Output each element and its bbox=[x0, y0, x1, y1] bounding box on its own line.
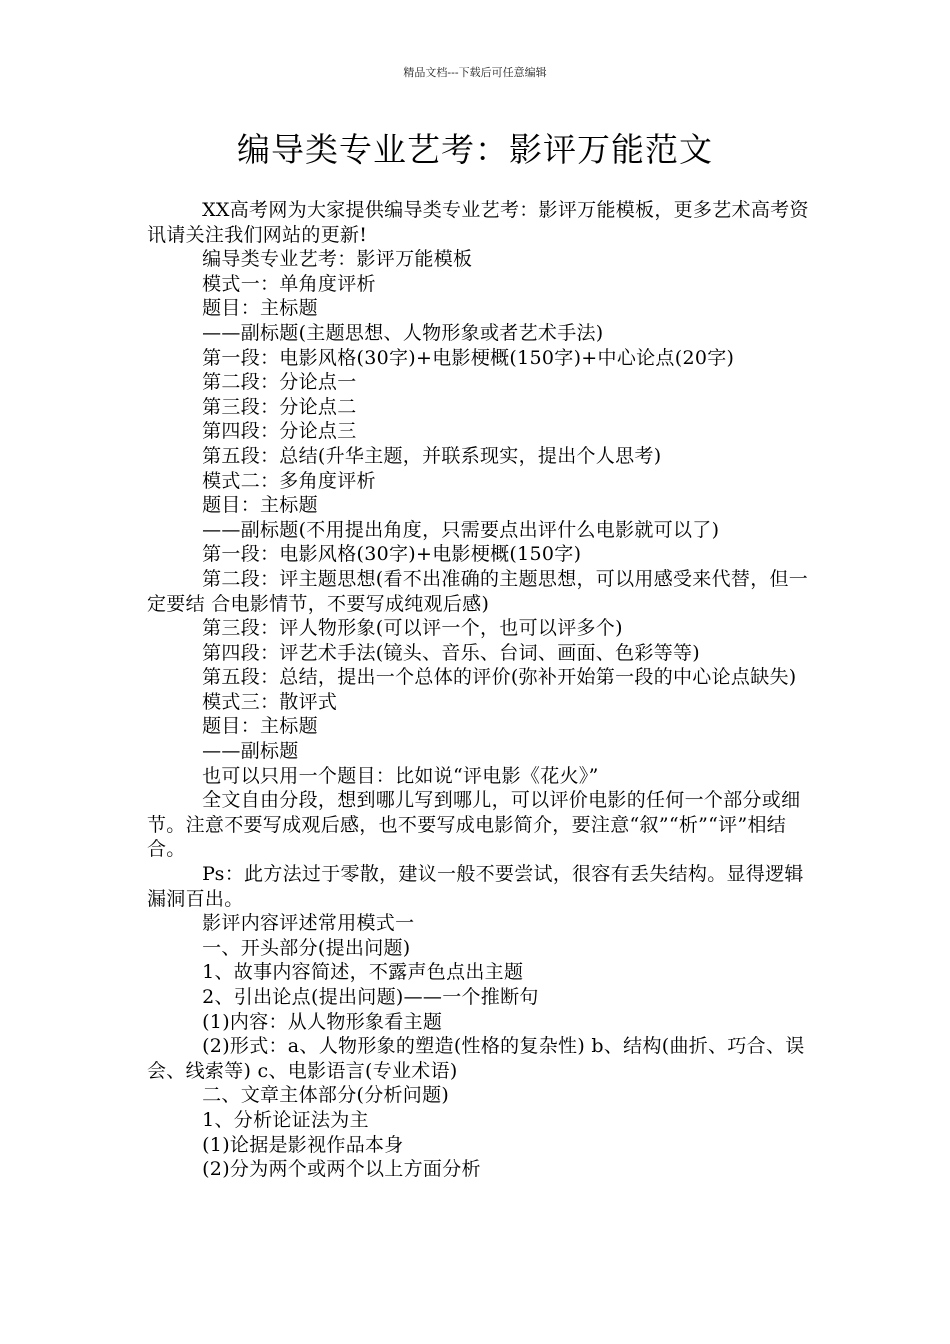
body-paragraph: 第二段：分论点一 bbox=[202, 371, 357, 394]
body-paragraph: 题目：主标题 bbox=[202, 297, 318, 320]
body-paragraph: 也可以只用一个题目：比如说“评电影《花火》” bbox=[202, 764, 599, 787]
body-paragraph: 第二段：评主题思想(看不出准确的主题思想，可以用感受来代替，但一定要结 合电影情节，不要写成纯观后感) bbox=[147, 567, 809, 615]
body-paragraph: 1、分析论证法为主 bbox=[202, 1108, 369, 1131]
body-paragraph: (1)论据是影视作品本身 bbox=[202, 1133, 404, 1156]
body-paragraph: 第五段：总结，提出一个总体的评价(弥补开始第一段的中心论点缺失) bbox=[202, 666, 797, 689]
body-paragraph: 模式二：多角度评析 bbox=[202, 469, 376, 492]
document-body bbox=[147, 198, 823, 1182]
body-paragraph: Ps：此方法过于零散，建议一般不要尝试，很容有丢失结构。显得逻辑漏洞百出。 bbox=[147, 863, 804, 910]
body-paragraph: 影评内容评述常用模式一 bbox=[202, 912, 415, 935]
body-paragraph: 第三段：评人物形象(可以评一个，也可以评多个) bbox=[202, 617, 623, 640]
body-paragraph: 2、引出论点(提出问题)——一个推断句 bbox=[202, 986, 539, 1008]
body-paragraph: 编导类专业艺考：影评万能模板 bbox=[202, 248, 473, 271]
body-paragraph: ——副标题(不用提出角度，只需要点出评什么电影就可以了) bbox=[202, 518, 720, 541]
body-paragraph: (1)内容：从人物形象看主题 bbox=[202, 1010, 443, 1033]
body-paragraph: 第四段：评艺术手法(镜头、音乐、台词、画面、色彩等等) bbox=[202, 641, 701, 664]
body-paragraph: 第五段：总结(升华主题，并联系现实，提出个人思考) bbox=[202, 444, 662, 467]
body-paragraph: (2)分为两个或两个以上方面分析 bbox=[202, 1158, 481, 1181]
body-paragraph: 二、文章主体部分(分析问题) bbox=[202, 1084, 450, 1107]
body-paragraph: 题目：主标题 bbox=[202, 715, 318, 738]
document-title: 编导类专业艺考：影评万能范文 bbox=[237, 130, 713, 169]
body-paragraph: 模式三：散评式 bbox=[202, 690, 338, 713]
body-paragraph: ——副标题(主题思想、人物形象或者艺术手法) bbox=[202, 321, 604, 344]
body-paragraph: 第一段：电影风格(30字)+电影梗概(150字) bbox=[202, 543, 582, 566]
header-note: 精品文档---下载后可任意编辑 bbox=[403, 66, 547, 79]
body-paragraph: ——副标题 bbox=[202, 740, 299, 763]
body-paragraph: 题目：主标题 bbox=[202, 494, 318, 517]
body-paragraph: 一、开头部分(提出问题) bbox=[202, 936, 411, 959]
body-paragraph: 第一段：电影风格(30字)+电影梗概(150字)+中心论点(20字) bbox=[202, 346, 735, 369]
body-paragraph: XX高考网为大家提供编导类专业艺考：影评万能模板，更多艺术高考资讯请关注我们网站的更新! bbox=[147, 199, 809, 246]
body-paragraph: (2)形式：a、人物形象的塑造(性格的复杂性) b、结构(曲折、巧合、误会、线索等) c、电影语言(专业术语) bbox=[147, 1035, 805, 1082]
body-paragraph: 全文自由分段，想到哪儿写到哪儿，可以评价电影的任何一个部分或细节。注意不要写成观后感，也不要写成电影简介，要注意“叙”“析”“评”相结合。 bbox=[147, 789, 801, 861]
body-paragraph: 第三段：分论点二 bbox=[202, 395, 357, 418]
body-paragraph: 第四段：分论点三 bbox=[202, 420, 357, 443]
body-paragraph: 1、故事内容简述，不露声色点出主题 bbox=[202, 961, 524, 984]
body-paragraph: 模式一：单角度评析 bbox=[202, 272, 376, 295]
